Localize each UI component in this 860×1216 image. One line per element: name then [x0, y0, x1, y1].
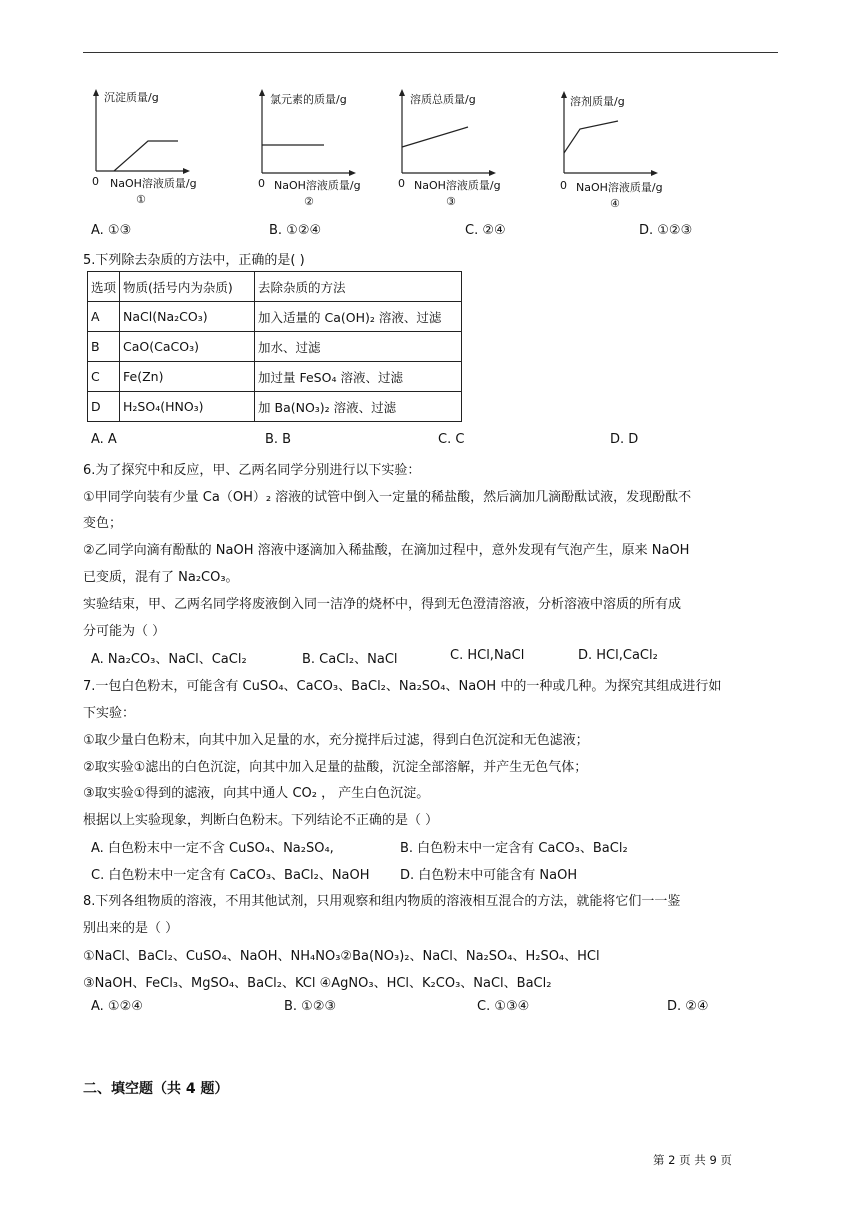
q6-line-3: 变色； [83, 516, 123, 531]
q8-line-2: 别出来的是（ ） [83, 921, 179, 936]
q7-option-b[interactable]: B. 白色粉末中一定含有 CaCO₃、BaCl₂ [400, 841, 628, 856]
q5-row-c-method: 加过量 FeSO₄ 溶液、过滤 [255, 362, 462, 392]
q5-row-d-option: D [88, 392, 120, 422]
graph-1-number: ① [136, 193, 146, 206]
graph-2-origin: 0 [258, 177, 265, 190]
table-row [88, 362, 462, 392]
q7-option-a[interactable]: A. 白色粉末中一定不含 CuSO₄、Na₂SO₄, [91, 841, 334, 856]
q6-line-5: 已变质，混有了 Na₂CO₃。 [83, 570, 239, 585]
q6-line-1: 6.为了探究中和反应，甲、乙两名同学分别进行以下实验： [83, 463, 421, 478]
q6-line-7: 分可能为（ ） [83, 624, 166, 639]
graph-4 [556, 85, 686, 210]
q5-option-c[interactable]: C. C [438, 432, 465, 447]
graph-3-number: ③ [446, 195, 456, 208]
graph-1-xlabel: NaOH溶液质量/g [110, 177, 197, 190]
section-title: 二、填空题（共 4 题） [83, 1081, 229, 1097]
q5-table [87, 271, 462, 422]
graph-4-number: ④ [610, 197, 620, 210]
q5-row-d-method: 加 Ba(NO₃)₂ 溶液、过滤 [255, 392, 462, 422]
q5-header-substance: 物质(括号内为杂质) [120, 272, 255, 302]
q7-line-6: 根据以上实验现象，判断白色粉末。下列结论不正确的是（ ） [83, 813, 439, 828]
table-row [88, 302, 462, 332]
q7-line-5: ③取实验①得到的滤液，向其中通人 CO₂ ， 产生白色沉淀。 [83, 786, 430, 801]
q7-option-d[interactable]: D. 白色粉末中可能含有 NaOH [400, 868, 578, 883]
q6-option-c[interactable]: C. HCl,NaCl [450, 648, 525, 663]
q5-row-c-substance: Fe(Zn) [120, 362, 255, 392]
q6-option-a[interactable]: A. Na₂CO₃、NaCl、CaCl₂ [91, 652, 247, 667]
graph-2-number: ② [304, 195, 314, 208]
graph-2 [252, 85, 382, 210]
graph-3 [394, 85, 524, 210]
q5-header-option: 选项 [88, 272, 120, 302]
table-row [88, 392, 462, 422]
q7-line-3: ①取少量白色粉末，向其中加入足量的水，充分搅拌后过滤，得到白色沉淀和无色滤液； [83, 733, 589, 748]
q7-line-1: 7.一包白色粉末，可能含有 CuSO₄、CaCO₃、BaCl₂、Na₂SO₄、NaOH 中的一种或几种。为探究其组成进行如 [83, 679, 722, 694]
graph-4-xlabel: NaOH溶液质量/g [576, 181, 663, 194]
q5-row-b-option: B [88, 332, 120, 362]
graph-4-origin: 0 [560, 179, 567, 192]
q8-line-4: ③NaOH、FeCl₃、MgSO₄、BaCl₂、KCl ④AgNO₃、HCl、K₂CO₃、NaCl、BaCl₂ [83, 976, 552, 991]
q5-row-a-substance: NaCl(Na₂CO₃) [120, 302, 255, 332]
q8-line-1: 8.下列各组物质的溶液，不用其他试剂，只用观察和组内物质的溶液相互混合的方法，就能将它们一一鉴 [83, 894, 681, 909]
page-footer: 第 2 页 共 9 页 [653, 1153, 732, 1167]
q7-line-4: ②取实验①滤出的白色沉淀，向其中加入足量的盐酸，沉淀全部溶解，并产生无色气体； [83, 760, 588, 775]
q8-option-b[interactable]: B. ①②③ [284, 999, 337, 1014]
q4-option-a[interactable]: A. ①③ [91, 223, 132, 238]
q6-option-b[interactable]: B. CaCl₂、NaCl [302, 652, 398, 667]
graph-3-ylabel: 溶质总质量/g [410, 93, 476, 106]
q5-row-a-method: 加入适量的 Ca(OH)₂ 溶液、过滤 [255, 302, 462, 332]
q6-line-6: 实验结束，甲、乙两名同学将废液倒入同一洁净的烧杯中，得到无色澄清溶液，分析溶液中溶质的所有成 [83, 597, 682, 612]
q7-line-2: 下实验： [83, 706, 136, 721]
q4-option-c[interactable]: C. ②④ [465, 223, 506, 238]
q8-option-c[interactable]: C. ①③④ [477, 999, 530, 1014]
q4-option-b[interactable]: B. ①②④ [269, 223, 322, 238]
graph-1 [86, 85, 216, 210]
q6-line-4: ②乙同学向滴有酚酞的 NaOH 溶液中逐滴加入稀盐酸，在滴加过程中，意外发现有气泡产生，原来 NaOH [83, 543, 690, 558]
graph-4-ylabel: 溶剂质量/g [570, 95, 625, 108]
graph-3-origin: 0 [398, 177, 405, 190]
q4-option-d[interactable]: D. ①②③ [639, 223, 693, 238]
table-row [88, 332, 462, 362]
q5-table-header [88, 272, 462, 302]
graph-2-ylabel: 氯元素的质量/g [270, 93, 347, 106]
q5-option-b[interactable]: B. B [265, 432, 292, 447]
q5-header-method: 去除杂质的方法 [255, 272, 462, 302]
q5-stem: 5.下列除去杂质的方法中，正确的是( ) [83, 253, 305, 268]
q8-option-d[interactable]: D. ②④ [667, 999, 709, 1014]
q8-line-3: ①NaCl、BaCl₂、CuSO₄、NaOH、NH₄NO₃②Ba(NO₃)₂、NaCl、Na₂SO₄、H₂SO₄、HCl [83, 949, 600, 964]
graph-3-xlabel: NaOH溶液质量/g [414, 179, 501, 192]
graph-1-ylabel: 沉淀质量/g [104, 91, 159, 104]
q6-option-d[interactable]: D. HCl,CaCl₂ [578, 648, 658, 663]
q5-option-a[interactable]: A. A [91, 432, 117, 447]
q6-line-2: ①甲同学向装有少量 Ca（OH）₂ 溶液的试管中倒入一定量的稀盐酸，然后滴加几滴酚酞试液，发现酚酞不 [83, 490, 692, 505]
graph-1-origin: 0 [92, 175, 99, 188]
q5-option-d[interactable]: D. D [610, 432, 639, 447]
graph-2-xlabel: NaOH溶液质量/g [274, 179, 361, 192]
q7-option-c[interactable]: C. 白色粉末中一定含有 CaCO₃、BaCl₂、NaOH [91, 868, 370, 883]
q5-row-b-substance: CaO(CaCO₃) [120, 332, 255, 362]
q5-row-a-option: A [88, 302, 120, 332]
q5-row-b-method: 加水、过滤 [255, 332, 462, 362]
q5-row-c-option: C [88, 362, 120, 392]
q5-row-d-substance: H₂SO₄(HNO₃) [120, 392, 255, 422]
header-rule [83, 52, 778, 53]
q8-option-a[interactable]: A. ①②④ [91, 999, 143, 1014]
